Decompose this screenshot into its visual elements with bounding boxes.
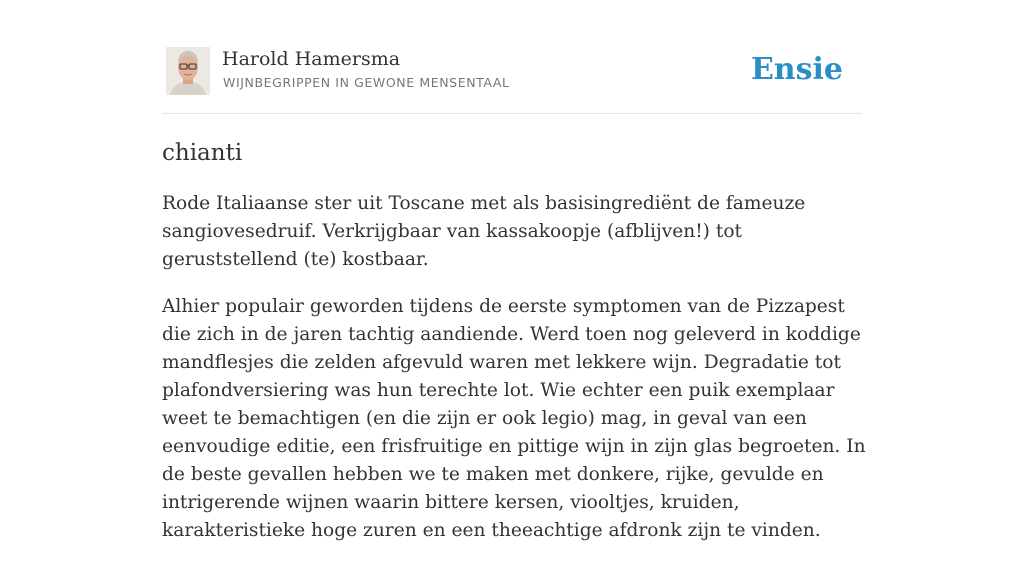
author-avatar[interactable] [166,47,210,95]
author-portrait-icon [166,47,210,95]
article-paragraph: Rode Italiaanse ster uit Toscane met als basisingrediënt de fameuze sangiovesedruif. Verkrijgbaar van kassakoopje (afblijven!) tot geruststellend (te) kostbaar. [162,193,806,270]
page-title: chianti [162,140,243,166]
author-tagline: WIJNBEGRIPPEN IN GEWONE MENSENTAAL [223,75,510,90]
article-body [162,190,866,564]
author-header [162,44,862,114]
brand-logo[interactable]: Ensie [750,52,843,87]
author-name[interactable]: Harold Hamersma [222,48,401,70]
article-paragraph: Alhier populair geworden tijdens de eerste symptomen van de Pizzapest die zich in de jaren tachtig aandiende. Werd toen nog geleverd in koddige mandflesjes die zelden afgevuld waren met lekkere wijn. Degradatie tot plafondversiering was hun terechte lot. Wie echter een puik exemplaar weet te bemachtigen (en die zijn er ook legio) mag, in geval van een eenvoudige editie, een frisfruitige en pittige wijn in zijn glas begroeten. In de beste gevallen hebben we te maken met donkere, rijke, gevulde en intrigerende wijnen waarin bittere kersen, viooltjes, kruiden, karakteristieke hoge zuren en een theeachtige afdronk zijn te vinden. [162,296,866,541]
